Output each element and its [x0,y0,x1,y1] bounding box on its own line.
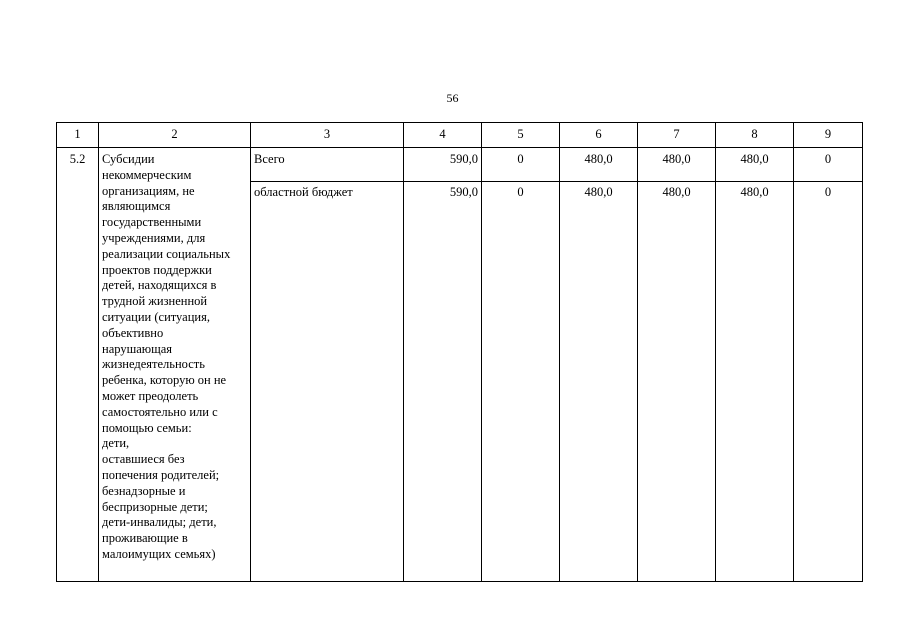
column-header: 1 [57,123,99,148]
column-header: 8 [716,123,794,148]
value-cell: 480,0 [716,148,794,182]
column-header: 3 [251,123,404,148]
description-text: Субсидии некоммерческим организациям, не являющимся государственными учреждениями, для реализации социальных проектов поддержки детей, находящихся в трудной жизненной ситуации (ситуация, объективно нарушающая жизнедеятельность ребенка, которую он не может преодолеть самостоятельно или с помощью семьи: дети, оставшиеся без попечения родителей; безнадзорные и беспризорные дети; дети-инвалиды; дети, проживающие в малоимущих семьях) [102,152,231,561]
value-cell: 590,0 [404,182,482,582]
value-cell: 0 [794,148,863,182]
budget-table [56,122,863,582]
value-cell: 480,0 [638,148,716,182]
value-cell: 590,0 [404,148,482,182]
column-header: 5 [482,123,560,148]
value-cell: 0 [482,182,560,582]
column-header: 2 [99,123,251,148]
value-cell: 480,0 [716,182,794,582]
funding-source-label: Всего [251,148,404,182]
column-header: 4 [404,123,482,148]
value-cell: 0 [794,182,863,582]
table-row-total [57,148,863,182]
column-header: 9 [794,123,863,148]
funding-source-label: областной бюджет [251,182,404,582]
column-header: 7 [638,123,716,148]
value-cell: 480,0 [560,182,638,582]
value-cell: 480,0 [638,182,716,582]
table-header-row [57,123,863,148]
row-description [99,148,251,582]
row-number: 5.2 [57,148,99,582]
page-number: 56 [446,91,459,105]
value-cell: 0 [482,148,560,182]
value-cell: 480,0 [560,148,638,182]
column-header: 6 [560,123,638,148]
